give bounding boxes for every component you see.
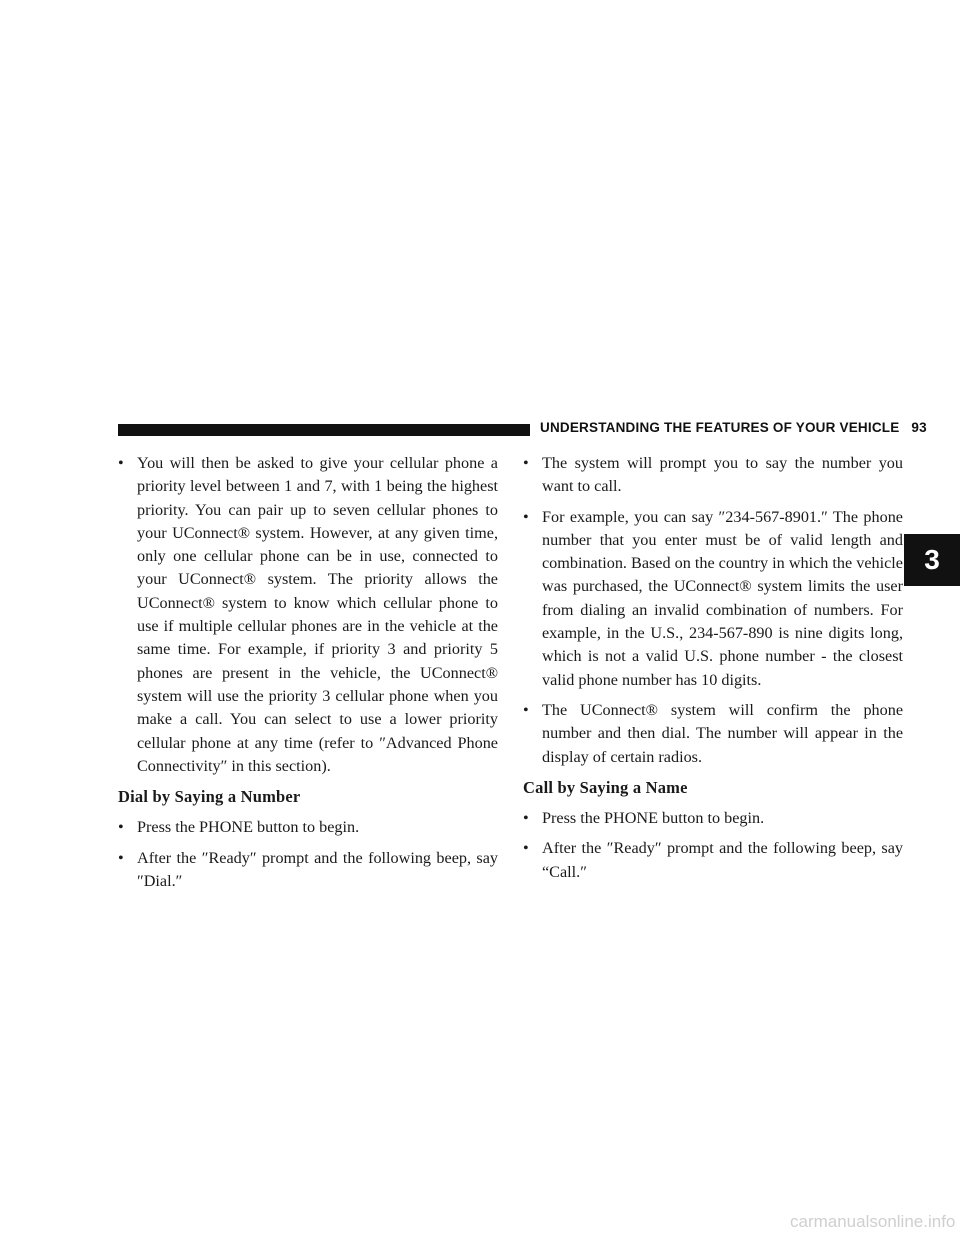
section-heading: Dial by Saying a Number (118, 787, 301, 807)
list-item-text: The system will prompt you to say the number you want to call. (542, 454, 903, 496)
list-item-text: For example, you can say ″234-567-8901.″ The phone number that you enter must be of valid length and combination. Based on the country in which the vehicle was purchased, the UConnect® system limits the user from dialing an invalid combination of numbers. For example, in the U.S., 234-567-890 is nine digits long, which is not a valid U.S. phone number - the closest valid phone number has 10 digits. (542, 507, 903, 689)
header-title: UNDERSTANDING THE FEATURES OF YOUR VEHICLE (540, 420, 900, 435)
bullet-icon: • (523, 454, 529, 472)
list-item-text: Press the PHONE button to begin. (542, 809, 765, 828)
bullet-icon: • (118, 454, 124, 472)
list-item-text: You will then be asked to give your cellular phone a priority level between 1 and 7, with 1 being the highest priority. You can pair up to seven cellular phones to your UConnect® system. However, at any given time, only one cellular phone can be in use, connected to your UConnect® system. The priority allows the UConnect® system to know which cellular phone to use if multiple cellular phones are in the vehicle at the same time. For example, if priority 3 and priority 5 phones are present in the vehicle, the UConnect® system will use the priority 3 cellular phone when you make a call. You can select to use a lower priority cellular phone at any time (refer to ″Advanced Phone Connectivity″ in this section). (137, 454, 498, 775)
section-heading: Call by Saying a Name (523, 777, 688, 797)
list-item (523, 807, 903, 830)
right-column (523, 452, 903, 891)
bullet-icon: • (523, 700, 529, 719)
list-item-text: After the ″Ready″ prompt and the following beep, say ″Dial.″ (137, 848, 498, 891)
list-item (118, 816, 498, 839)
page-number: 93 (911, 420, 927, 435)
header-rule (118, 424, 530, 436)
bullet-icon: • (523, 839, 529, 858)
list-item (523, 837, 903, 884)
bullet-icon: • (118, 848, 124, 867)
list-item-text: Press the PHONE button to begin. (137, 818, 360, 837)
list-item (523, 506, 903, 692)
bullet-icon: • (523, 809, 529, 828)
list-item-text: After the ″Ready″ prompt and the following beep, say “Call.″ (542, 839, 903, 881)
page-header (540, 420, 927, 435)
bullet-icon: • (523, 507, 529, 526)
chapter-tab: 3 (904, 534, 960, 586)
list-item (523, 699, 903, 769)
list-item (523, 452, 903, 499)
list-item (118, 847, 498, 894)
bullet-icon: • (118, 818, 124, 837)
list-item-text: The UConnect® system will confirm the phone number and then dial. The number will appear in the display of certain radios. (542, 700, 903, 766)
list-item (118, 452, 498, 778)
watermark: carmanualsonline.info (790, 1212, 956, 1231)
left-column (118, 452, 498, 900)
